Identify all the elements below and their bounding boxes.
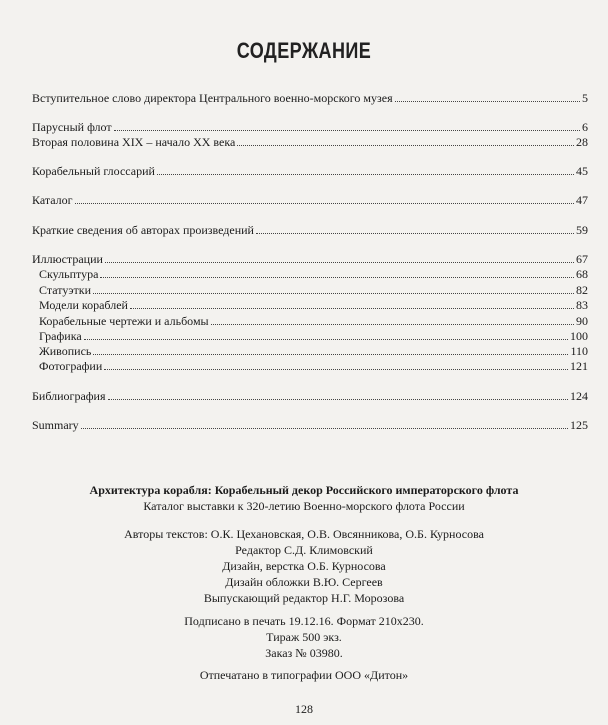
leader-dots — [84, 338, 568, 340]
leader-dots — [130, 307, 574, 309]
page-title: СОДЕРЖАНИЕ — [236, 38, 372, 63]
leader-dots — [81, 427, 568, 429]
toc-subentry — [32, 357, 588, 373]
toc-subentry — [32, 327, 588, 343]
toc-entry — [32, 118, 588, 134]
page-number: 128 — [295, 702, 313, 716]
toc-entry — [32, 162, 588, 178]
leader-dots — [104, 368, 568, 370]
toc-page: 67 — [576, 252, 588, 266]
toc-entry — [32, 250, 588, 266]
book-title: Архитектура корабля: Корабельный декор Российского императорского флота — [89, 483, 519, 497]
toc-entry — [32, 191, 588, 207]
toc-label: Вторая половина XIX – начало XX века — [32, 135, 236, 149]
toc-page: 45 — [576, 164, 588, 178]
imprint-block — [0, 482, 608, 514]
leader-dots — [100, 276, 574, 278]
leader-dots — [114, 129, 580, 131]
toc-page: 68 — [576, 267, 588, 281]
credits-editor: Редактор С.Д. Климовский — [235, 543, 373, 557]
credits-issuing-editor: Выпускающий редактор Н.Г. Морозова — [203, 591, 405, 605]
toc-subentry — [32, 296, 588, 312]
print-signed: Подписано в печать 19.12.16. Формат 210х230. — [184, 614, 424, 628]
print-run: Тираж 500 экз. — [266, 630, 342, 644]
printer-block — [0, 667, 608, 683]
toc-label: Библиография — [32, 389, 106, 403]
toc-label: Краткие сведения об авторах произведений — [32, 223, 254, 237]
leader-dots — [93, 292, 574, 294]
toc-entry — [32, 221, 588, 237]
toc-page: 59 — [576, 223, 588, 237]
toc-label: Summary — [32, 418, 79, 432]
toc-label: Графика — [39, 329, 82, 343]
toc-page: 6 — [582, 120, 588, 134]
print-info-block — [0, 613, 608, 661]
toc-page: 110 — [570, 344, 588, 358]
leader-dots — [211, 323, 574, 325]
toc-page: 82 — [576, 283, 588, 297]
toc-page: 83 — [576, 298, 588, 312]
toc-page: 47 — [576, 193, 588, 207]
toc-label: Фотографии — [39, 359, 103, 373]
book-subtitle: Каталог выставки к 320-летию Военно-морского флота России — [143, 499, 465, 513]
toc-label: Модели кораблей — [39, 298, 128, 312]
toc-label: Корабельный глоссарий — [32, 164, 155, 178]
toc-page: 5 — [582, 91, 588, 105]
leader-dots — [256, 232, 574, 234]
toc-page: 100 — [570, 329, 588, 343]
leader-dots — [395, 100, 580, 102]
toc-label: Статуэтки — [39, 283, 91, 297]
toc-page: 28 — [576, 135, 588, 149]
toc-subentry — [32, 265, 588, 281]
credits-authors: Авторы текстов: О.К. Цехановская, О.В. Овсянникова, О.Б. Курносова — [124, 527, 484, 541]
toc-label: Скульптура — [39, 267, 99, 281]
toc-entry — [32, 416, 588, 432]
toc-entry — [32, 387, 588, 403]
leader-dots — [157, 173, 574, 175]
leader-dots — [108, 398, 569, 400]
leader-dots — [93, 353, 568, 355]
toc-page: 90 — [576, 314, 588, 328]
toc-label: Корабельные чертежи и альбомы — [39, 314, 209, 328]
credits-design: Дизайн, верстка О.Б. Курносова — [222, 559, 386, 573]
toc-label: Вступительное слово директора Центрального военно-морского музея — [32, 91, 393, 105]
toc-label: Парусный флот — [32, 120, 112, 134]
toc-entry — [32, 89, 588, 105]
print-order: Заказ № 03980. — [265, 646, 343, 660]
toc-page: 121 — [570, 359, 588, 373]
toc-page: 125 — [570, 418, 588, 432]
toc-subentry — [32, 312, 588, 328]
toc-subentry — [32, 342, 588, 358]
toc-label: Каталог — [32, 193, 73, 207]
toc-label: Иллюстрации — [32, 252, 103, 266]
credits-cover: Дизайн обложки В.Ю. Сергеев — [225, 575, 383, 589]
leader-dots — [75, 202, 574, 204]
credits-block — [0, 526, 608, 606]
printed-by: Отпечатано в типографии ООО «Дитон» — [199, 668, 409, 682]
leader-dots — [105, 261, 574, 263]
leader-dots — [237, 144, 574, 146]
toc-entry — [32, 133, 588, 149]
toc-subentry — [32, 281, 588, 297]
toc-label: Живопись — [39, 344, 92, 358]
toc-page: 124 — [570, 389, 588, 403]
